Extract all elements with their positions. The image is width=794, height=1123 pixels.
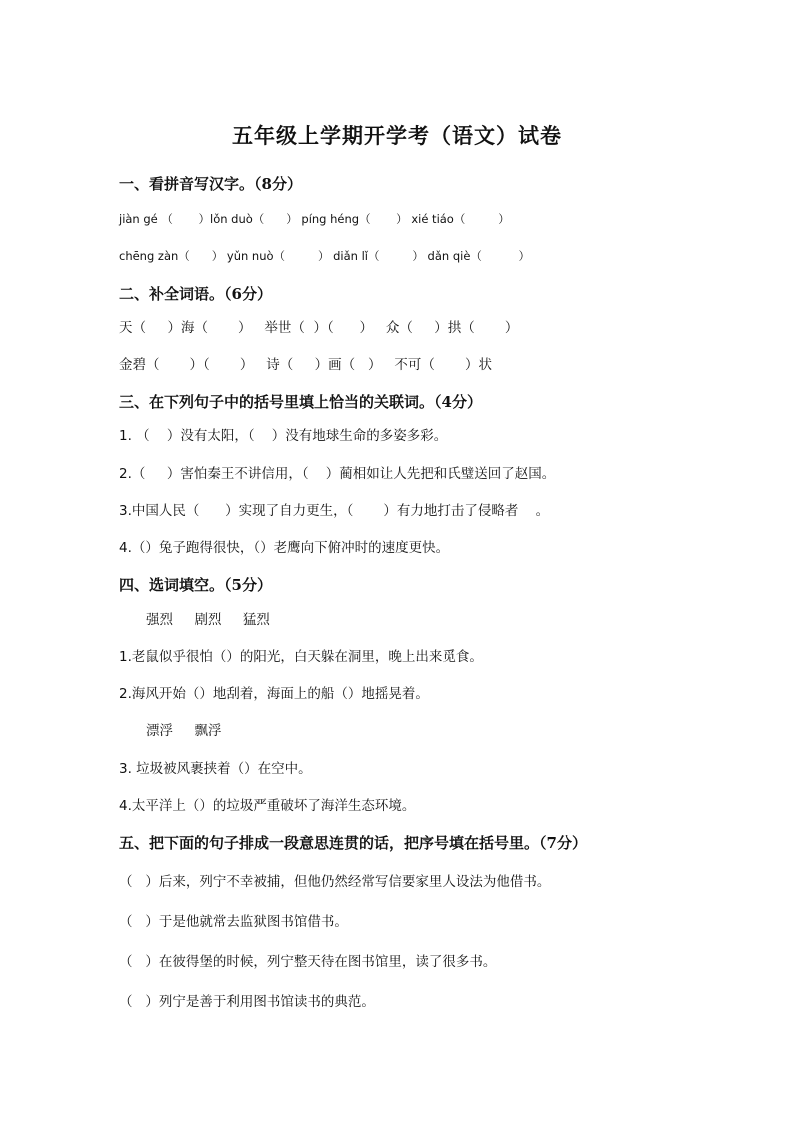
- fill-question-1: 1.老鼠似乎很怕（）的阳光，白天躲在洞里，晚上出来觅食。: [119, 649, 483, 665]
- fill-question-4: 4.太平洋上（）的垃圾严重破坏了海洋生态环境。: [119, 798, 416, 814]
- section-1-heading: 一、看拼音写汉字。（8分）: [119, 175, 302, 193]
- pinyin-line-2: chēng zàn（ ） yǔn nuò（ ） diǎn lǐ（ ） dǎn qiè（ ）: [119, 249, 530, 263]
- idiom-line-1: 天（ ）海（ ） 举世（ ）（ ） 众（ ）拱（ ）: [119, 320, 519, 336]
- section-3-heading: 三、在下列句子中的括号里填上恰当的关联词。（4分）: [119, 393, 482, 411]
- fill-question-2: 2.海风开始（）地刮着，海面上的船（）地摇晃着。: [119, 686, 429, 702]
- page-title: 五年级上学期开学考（语文）试卷: [232, 123, 562, 148]
- section-4-heading: 四、选词填空。（5分）: [119, 576, 272, 594]
- conjunction-question-3: 3.中国人民（ ）实现了自力更生，（ ）有力地打击了侵略者 。: [119, 503, 550, 519]
- fill-question-3: 3. 垃圾被风裹挟着（）在空中。: [119, 761, 312, 777]
- order-sentence-1: （ ）后来，列宁不幸被捕，但他仍然经常写信要家里人设法为他借书。: [119, 874, 551, 890]
- conjunction-question-1: 1. （ ）没有太阳，（ ）没有地球生命的多姿多彩。: [119, 428, 448, 444]
- pinyin-line-1: jiàn gé （ ）lǒn duò（ ） píng héng（ ） xié tiáo（ ）: [119, 212, 510, 226]
- idiom-line-2: 金碧（ ）（ ） 诗（ ）画（ ） 不可（ ）状: [119, 357, 492, 373]
- order-sentence-3: （ ）在彼得堡的时候，列宁整天待在图书馆里，读了很多书。: [119, 954, 497, 970]
- order-sentence-2: （ ）于是他就常去监狱图书馆借书。: [119, 914, 348, 930]
- word-options-2: 漂浮 飘浮: [146, 723, 222, 739]
- order-sentence-4: （ ）列宁是善于利用图书馆读书的典范。: [119, 994, 375, 1010]
- section-5-heading: 五、把下面的句子排成一段意思连贯的话，把序号填在括号里。（7分）: [119, 834, 587, 852]
- conjunction-question-2: 2.（ ）害怕秦王不讲信用，（ ）蔺相如让人先把和氏璧送回了赵国。: [119, 466, 556, 482]
- section-2-heading: 二、补全词语。（6分）: [119, 285, 272, 303]
- conjunction-question-4: 4.（）兔子跑得很快，（）老鹰向下俯冲时的速度更快。: [119, 540, 450, 556]
- word-options-1: 强烈 剧烈 猛烈: [146, 612, 270, 628]
